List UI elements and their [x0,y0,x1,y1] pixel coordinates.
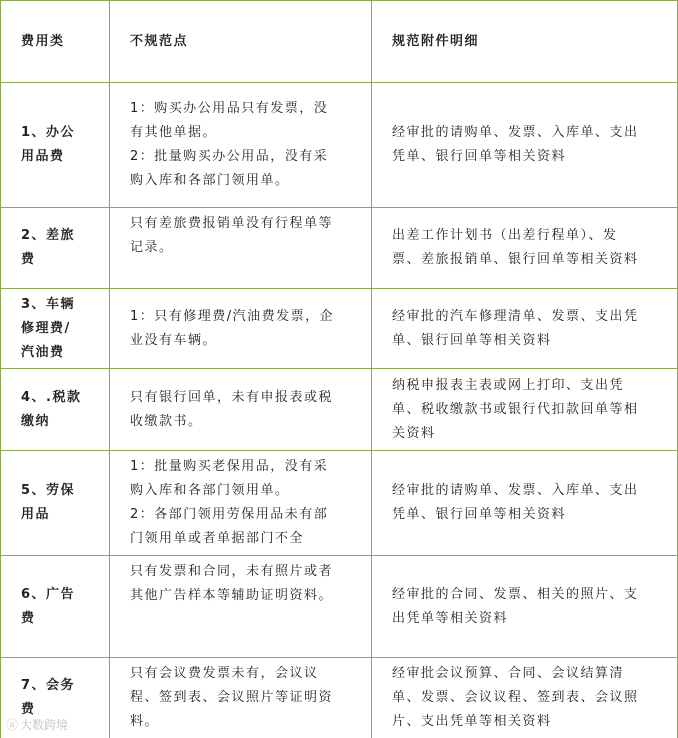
category-cell: 1、办公 用品费 [21,125,76,164]
watermark-text: 大数跨境 [20,718,69,732]
table-row [0,369,678,450]
table-row [0,556,678,657]
table-row [0,289,678,368]
table-row [0,83,678,207]
watermark [6,716,68,733]
header-attachments: 规范附件明细 [392,33,480,49]
attachments-cell: 经审批的合同、发票、相关的照片、支 出凭单等相关资料 [392,586,639,626]
category-cell: 4、.税款 缴纳 [21,389,82,429]
watermark-logo-icon: ⓐ [6,718,19,732]
issues-cell: 1：购买办公用品只有发票，没 有其他单据。 2：批量购买办公用品，没有采 购入库和各部门领用单。 [130,101,329,188]
attachments-cell: 经审批的请购单、发票、入库单、支出 凭单、银行回单等相关资料 [392,125,639,164]
table-header-row [0,1,678,82]
category-cell: 6、广告 费 [21,586,76,626]
attachments-cell: 经审批会议预算、合同、会议结算清 单、发票、会议议程、签到表、会议照 片、支出凭单等相关资料 [392,666,639,729]
table-row [0,658,678,738]
category-cell: 5、劳保 用品 [21,483,76,522]
issues-cell: 只有发票和合同，未有照片或者 其他广告样本等辅助证明资料。 [130,564,334,603]
attachments-cell: 纳税申报表主表或网上打印、支出凭 单、税收缴款书或银行代扣款回单等相 关资料 [392,377,639,441]
attachments-cell: 出差工作计划书（出差行程单）、发 票、差旅报销单、银行回单等相关资料 [392,228,639,267]
table-row [0,451,678,555]
category-cell: 7、会务 费 [21,678,76,717]
issues-cell: 只有差旅费报销单没有行程单等 记录。 [130,216,334,255]
issues-cell: 1：只有修理费/汽油费发票，企 业没有车辆。 [130,308,335,348]
attachments-cell: 经审批的汽车修理清单、发票、支出凭 单、银行回单等相关资料 [392,308,639,348]
issues-cell: 只有银行回单，未有申报表或税 收缴款书。 [130,389,334,429]
header-category: 费用类 [21,33,65,49]
issues-cell: 1：批量购买老保用品，没有采 购入库和各部门领用单。 2：各部门领用劳保用品未有部 门领用单或者单据部门不全 [130,459,329,546]
category-cell: 3、车辆 修理费/ 汽油费 [21,296,76,360]
attachments-cell: 经审批的请购单、发票、入库单、支出 凭单、银行回单等相关资料 [392,483,639,522]
category-cell: 2、差旅 费 [21,228,76,267]
header-issues: 不规范点 [130,33,189,49]
issues-cell: 只有会议费发票未有，会议议 程、签到表、会议照片等证明资 料。 [130,666,334,729]
table-row [0,208,678,288]
